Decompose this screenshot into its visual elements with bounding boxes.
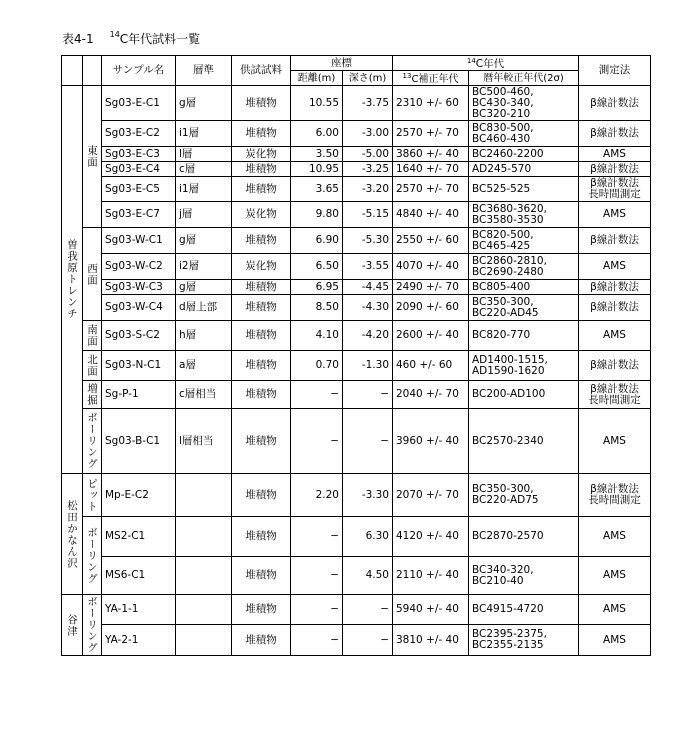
calibrated-age-line: BC3680-3620, [472,202,547,215]
calibrated-age [469,625,579,656]
layer: a層 [176,351,232,381]
distance: 0.70 [291,351,343,381]
layer: c層 [176,162,232,177]
corrected-age: 2570 +/- 70 [393,121,469,147]
sample-name: Sg-P-1 [102,381,176,409]
corrected-age: 1640 +/- 70 [393,162,469,177]
calibrated-age-line: BC3580-3530 [472,213,544,226]
table-row [62,295,651,321]
calibrated-age-line: BC2870-2570 [472,530,544,542]
header-c14: $^{14}$C年代 [393,56,579,71]
calibrated-age [469,595,579,625]
method [579,177,651,202]
table-row [62,625,651,656]
method-line: AMS [603,633,626,646]
calibrated-age-line: BC2570-2340 [472,434,544,447]
calibrated-age-line: BC830-500, [472,121,534,134]
method [579,381,651,409]
distance: 10.95 [291,162,343,177]
layer: i1層 [176,177,232,202]
calibrated-age-line: BC525-525 [472,182,531,195]
method [579,86,651,121]
sample-name: Sg03-B-C1 [102,409,176,474]
sample-name: Sg03-W-C1 [102,228,176,254]
layer: i2層 [176,254,232,280]
method-line: AMS [603,208,626,220]
table-row [62,557,651,595]
depth: -3.20 [343,177,393,202]
corrected-age: 2600 +/- 40 [393,321,469,351]
distance: 9.80 [291,202,343,228]
layer: i1層 [176,121,232,147]
header-coord: 座標 [291,56,393,71]
method-line: AMS [603,260,626,272]
layer: h層 [176,321,232,351]
method-line: β線計数法 [590,280,639,293]
sample-name: MS2-C1 [102,517,176,557]
distance: 2.20 [291,474,343,517]
face-group: ピット [83,474,102,517]
distance: 6.00 [291,121,343,147]
calibrated-age-line: BC805-400 [472,280,531,293]
material: 堆積物 [232,381,291,409]
face-group: 北面 [83,351,102,381]
distance: 6.90 [291,228,343,254]
calibrated-age-line: BC340-320, [472,563,534,576]
method [579,474,651,517]
sample-name: Mp-E-C2 [102,474,176,517]
material: 堆積物 [232,409,291,474]
table-row [62,147,651,162]
depth: -3.55 [343,254,393,280]
table-row [62,202,651,228]
method-line: β線計数法 [590,234,639,246]
table-row [62,595,651,625]
corrected-age: 2040 +/- 70 [393,381,469,409]
calibrated-age-line: BC820-500, [472,228,534,241]
material: 堆積物 [232,162,291,177]
material: 炭化物 [232,254,291,280]
calibrated-age [469,162,579,177]
method-line: β線計数法 [590,96,639,109]
material: 堆積物 [232,351,291,381]
distance: 4.10 [291,321,343,351]
calibrated-age [469,557,579,595]
method-line: 長時間測定 [588,494,641,506]
depth: -4.30 [343,295,393,321]
face-group: ボーリング [83,517,102,595]
header-calibrated: 暦年較正年代(2σ) [469,71,579,86]
calibrated-age [469,202,579,228]
header-depth: 深さ(m) [343,71,393,86]
layer: l層相当 [176,409,232,474]
method-line: AMS [603,147,626,160]
layer [176,595,232,625]
method [579,595,651,625]
material: 堆積物 [232,280,291,295]
table-row [62,321,651,351]
method-line: AMS [603,603,626,615]
sample-name: Sg03-N-C1 [102,351,176,381]
distance: − [291,517,343,557]
calibrated-age-line: BC350-300, [472,295,534,308]
material: 堆積物 [232,595,291,625]
layer: d層上部 [176,295,232,321]
calibrated-age [469,321,579,351]
table-row [62,517,651,557]
material: 堆積物 [232,625,291,656]
distance: − [291,557,343,595]
location-group: 曽我原トレンチ [62,86,83,474]
distance: 6.50 [291,254,343,280]
corrected-age: 3960 +/- 40 [393,409,469,474]
distance: − [291,409,343,474]
sample-name: YA-1-1 [102,595,176,625]
calibrated-age-line: BC460-430 [472,132,531,145]
material: 堆積物 [232,474,291,517]
sample-name: Sg03-W-C4 [102,295,176,321]
table-title: C年代試料一覧 [119,32,201,46]
method-line: 長時間測定 [588,393,641,406]
corrected-age: 2570 +/- 70 [393,177,469,202]
depth: -3.25 [343,162,393,177]
depth: -5.00 [343,147,393,162]
layer [176,474,232,517]
sample-name: MS6-C1 [102,557,176,595]
distance: − [291,625,343,656]
corrected-age: 4840 +/- 40 [393,202,469,228]
calibrated-age-line: BC2460-2200 [472,147,544,160]
method [579,162,651,177]
method [579,121,651,147]
header-distance: 距離(m) [291,71,343,86]
calibrated-age [469,121,579,147]
calibrated-age-line: AD245-570 [472,162,532,175]
method-line: β線計数法 [590,301,639,313]
calibrated-age-line: BC2690-2480 [472,265,544,278]
depth: − [343,595,393,625]
depth: -5.15 [343,202,393,228]
material: 堆積物 [232,177,291,202]
calibrated-age [469,409,579,474]
header-layer: 層準 [176,56,232,86]
calibrated-age [469,177,579,202]
corrected-age: 2090 +/- 60 [393,295,469,321]
calibrated-age-line: BC220-AD45 [472,306,539,319]
depth: 6.30 [343,517,393,557]
corrected-age: 3810 +/- 40 [393,625,469,656]
table-caption [62,30,200,47]
distance: 6.95 [291,280,343,295]
layer: c層相当 [176,381,232,409]
depth: -3.30 [343,474,393,517]
calibrated-age-line: BC465-425 [472,239,531,252]
calibrated-age-line: AD1590-1620 [472,364,545,377]
table-row [62,228,651,254]
calibrated-age [469,517,579,557]
method-line: 長時間測定 [588,188,641,200]
face-group: 南面 [83,321,102,351]
material: 堆積物 [232,321,291,351]
corrected-age: 4120 +/- 40 [393,517,469,557]
calibrated-age-line: BC320-210 [472,107,531,120]
depth: 4.50 [343,557,393,595]
calibrated-age [469,474,579,517]
header-method: 測定法 [579,56,651,86]
depth: − [343,409,393,474]
method-line: β線計数法 [590,382,639,395]
calibrated-age [469,86,579,121]
corrected-age: 2070 +/- 70 [393,474,469,517]
sample-name: Sg03-E-C1 [102,86,176,121]
location-group: 松田かなん沢 [62,474,83,595]
distance: 3.65 [291,177,343,202]
corrected-age: 5940 +/- 40 [393,595,469,625]
method [579,147,651,162]
depth: -1.30 [343,351,393,381]
corrected-age: 2490 +/- 70 [393,280,469,295]
corrected-age: 3860 +/- 40 [393,147,469,162]
header-blank-2 [83,56,102,86]
calibrated-age-line: BC2860-2810, [472,254,547,267]
header-blank-1 [62,56,83,86]
table-number: 表4-1 [62,32,94,46]
calibrated-age-line: BC210-40 [472,574,524,587]
distance: − [291,595,343,625]
calibrated-age [469,280,579,295]
calibrated-age-line: BC430-340, [472,96,534,109]
table-row [62,162,651,177]
material: 炭化物 [232,147,291,162]
sample-name: YA-2-1 [102,625,176,656]
method [579,280,651,295]
calibrated-age-line: BC350-300, [472,483,534,495]
table-row [62,409,651,474]
calibrated-age [469,228,579,254]
calibrated-age-line: BC220-AD75 [472,494,539,506]
table-row [62,121,651,147]
corrected-age: 2310 +/- 60 [393,86,469,121]
calibrated-age [469,295,579,321]
sample-name: Sg03-E-C3 [102,147,176,162]
material: 堆積物 [232,557,291,595]
calibrated-age-line: BC820-770 [472,329,531,341]
face-group: ボーリング [83,595,102,656]
table-row [62,86,651,121]
sample-name: Sg03-W-C2 [102,254,176,280]
distance: − [291,381,343,409]
calibrated-age [469,147,579,162]
layer [176,557,232,595]
depth: − [343,381,393,409]
table-row [62,177,651,202]
calibrated-age-line: AD1400-1515, [472,353,548,366]
layer [176,517,232,557]
method [579,202,651,228]
method [579,351,651,381]
table-row [62,474,651,517]
layer: g層 [176,86,232,121]
method-line: AMS [603,530,626,542]
calibrated-age-line: BC2355-2135 [472,639,544,651]
calibrated-age-line: BC500-460, [472,85,534,98]
layer [176,625,232,656]
calibrated-age-line: BC2395-2375, [472,628,547,640]
table-row [62,381,651,409]
method [579,228,651,254]
face-group: 東面 [83,86,102,228]
depth: -5.30 [343,228,393,254]
table-row [62,254,651,280]
table-row [62,280,651,295]
sample-table [61,55,651,656]
header-corrected: $^{13}$C補正年代 [393,71,469,86]
header-sample: サンプル名 [102,56,176,86]
face-group: 増掘 [83,381,102,409]
sample-name: Sg03-E-C5 [102,177,176,202]
method-line: AMS [603,434,626,447]
face-group: ボーリング [83,409,102,474]
distance: 8.50 [291,295,343,321]
depth: − [343,625,393,656]
material: 堆積物 [232,517,291,557]
calibrated-age [469,254,579,280]
sample-name: Sg03-E-C4 [102,162,176,177]
method-line: β線計数法 [590,483,639,495]
sample-name: Sg03-E-C7 [102,202,176,228]
method [579,254,651,280]
calibrated-age [469,351,579,381]
corrected-age: 2550 +/- 60 [393,228,469,254]
sample-name: Sg03-E-C2 [102,121,176,147]
corrected-age: 460 +/- 60 [393,351,469,381]
face-group: 西面 [83,228,102,321]
layer: j層 [176,202,232,228]
method [579,295,651,321]
material: 堆積物 [232,228,291,254]
distance: 10.55 [291,86,343,121]
method [579,409,651,474]
table-row [62,351,651,381]
material: 堆積物 [232,295,291,321]
depth: -3.75 [343,86,393,121]
method [579,557,651,595]
method-line: AMS [603,569,626,581]
depth: -4.20 [343,321,393,351]
calibrated-age [469,381,579,409]
depth: -3.00 [343,121,393,147]
method-line: β線計数法 [590,359,639,371]
layer: l層 [176,147,232,162]
method [579,321,651,351]
sample-name: Sg03-W-C3 [102,280,176,295]
sample-name: Sg03-S-C2 [102,321,176,351]
corrected-age: 4070 +/- 40 [393,254,469,280]
layer: g層 [176,228,232,254]
material: 堆積物 [232,121,291,147]
method-line: AMS [603,329,626,341]
method-line: β線計数法 [590,127,639,139]
calibrated-age-line: BC200-AD100 [472,388,546,400]
material: 堆積物 [232,86,291,121]
method-line: β線計数法 [590,177,639,189]
corrected-age: 2110 +/- 40 [393,557,469,595]
depth: -4.45 [343,280,393,295]
location-group: 谷津 [62,595,83,656]
method [579,517,651,557]
header-material: 供試試料 [232,56,291,86]
material: 炭化物 [232,202,291,228]
calibrated-age-line: BC4915-4720 [472,603,544,615]
method [579,625,651,656]
distance: 3.50 [291,147,343,162]
layer: g層 [176,280,232,295]
method-line: β線計数法 [590,162,639,175]
title-superscript: 14 [109,30,120,39]
